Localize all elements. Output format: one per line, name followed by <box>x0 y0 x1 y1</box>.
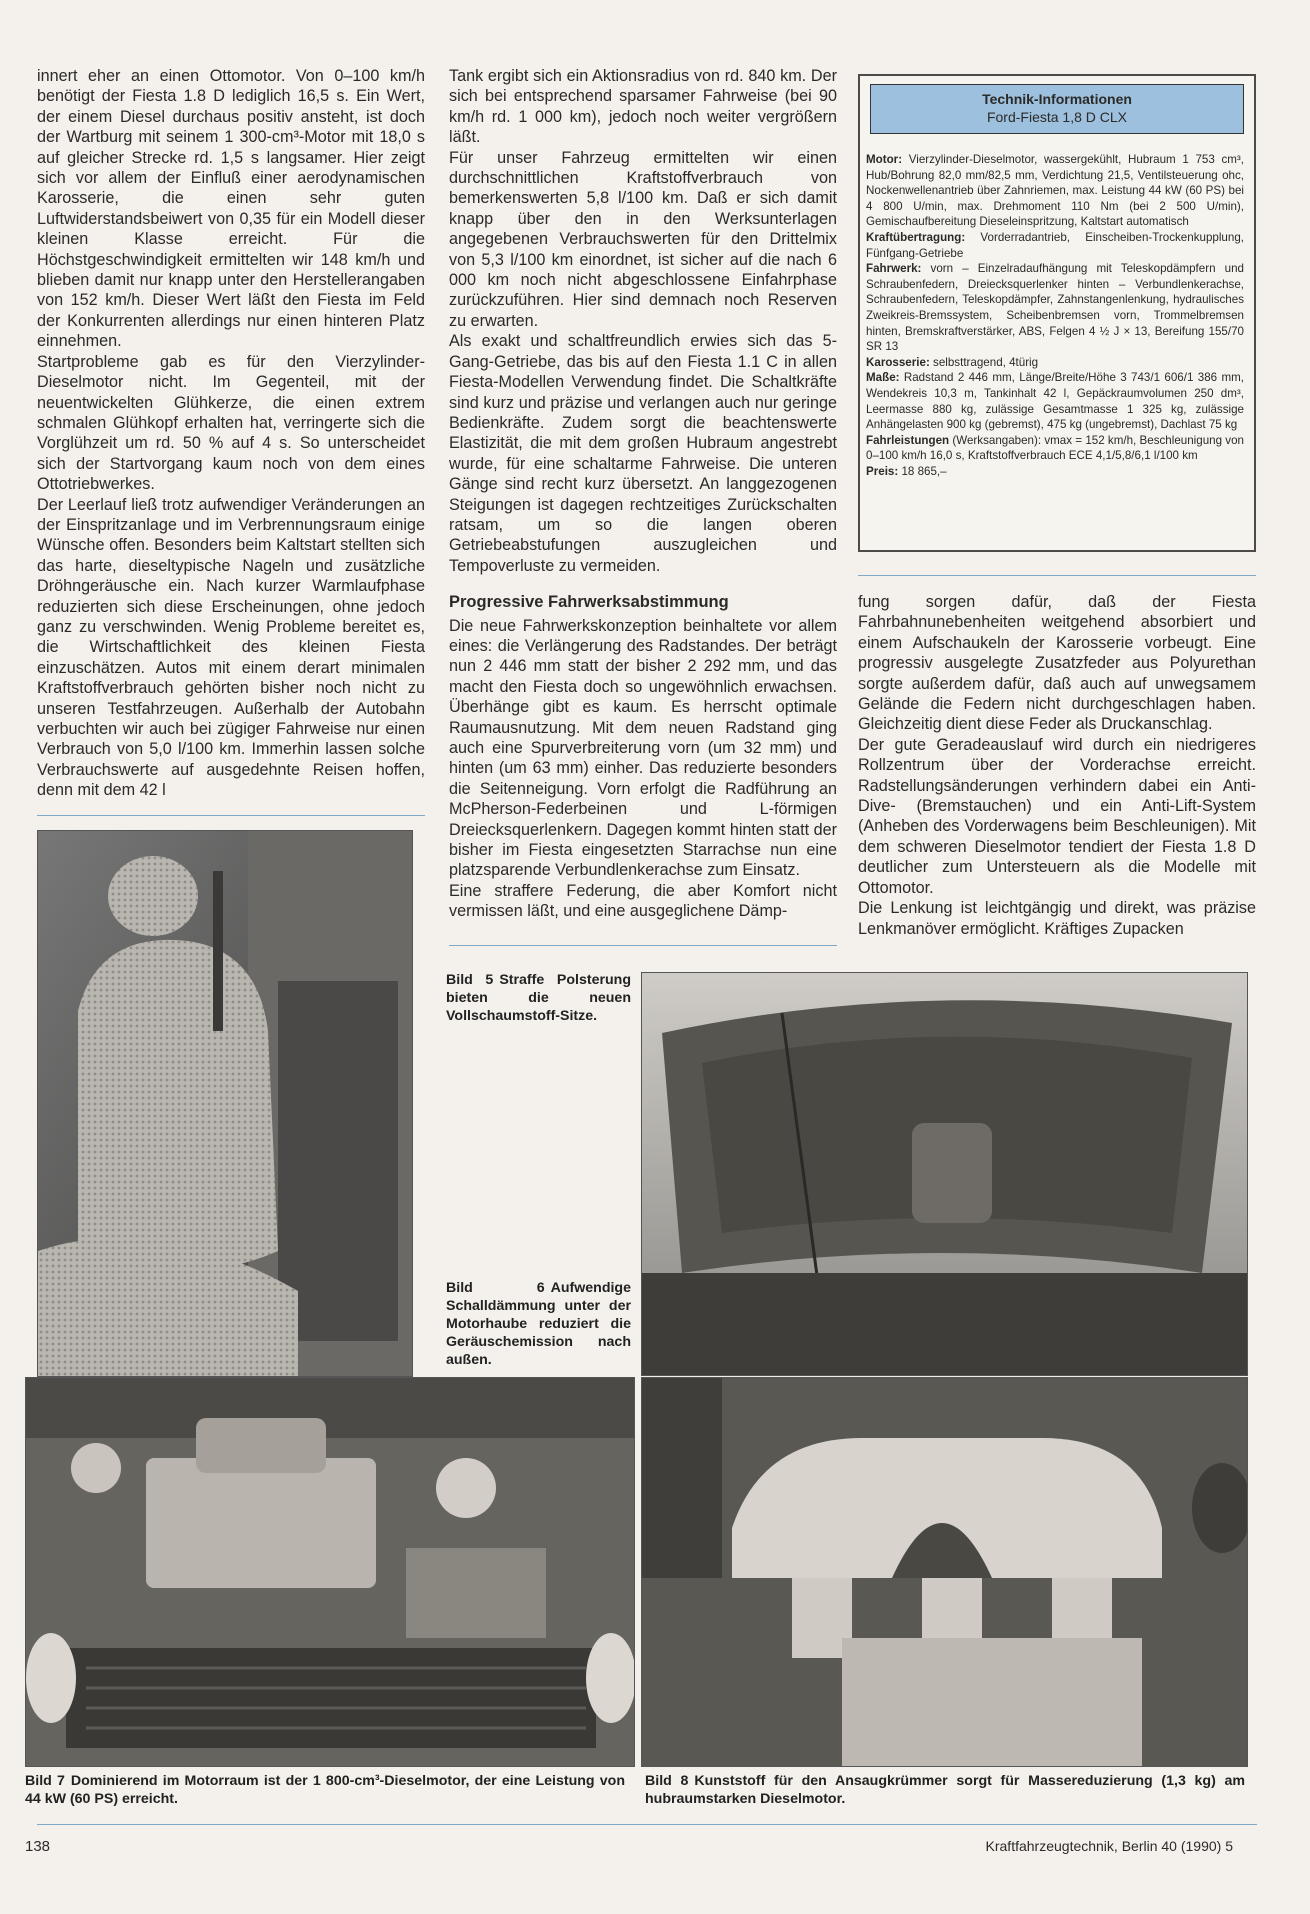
caption-label: Bild 8 <box>645 1773 689 1789</box>
paragraph: Für unser Fahrzeug ermittelten wir einen durchschnittlichen Kraftstoffverbrauch von bemerkenswerten 5,8 l/100 km. Daß er sich damit knapp über den in den Werksunterlagen angegebenen Verbrauchswerten für den Drittelmix von 5,3 l/100 km einordnet, ist sicher auf die nach 6 000 km noch nicht abgeschlossene Einfahrphase zurückzuführen. Hier sind demnach noch Reserven zu erwarten. <box>449 148 837 330</box>
tech-info-title: Technik-Informationen <box>982 91 1132 107</box>
divider <box>37 1824 1257 1825</box>
caption-text: Kunststoff für den Ansaugkrümmer sorgt für Massereduzierung (1,3 kg) am hubraumstarken Dieselmotor. <box>645 1773 1245 1807</box>
photo-intake-manifold <box>641 1377 1248 1767</box>
paragraph: Tank ergibt sich ein Aktionsradius von rd. 840 km. Der sich bei entsprechend sparsamer Fahrweise (bei 90 km/h rd. 1 000 km), jedoch noch weiter vergrößern läßt. <box>449 67 837 147</box>
photo-hood-insulation <box>641 972 1248 1376</box>
text-column-1 <box>37 66 425 801</box>
text-column-3 <box>858 592 1256 939</box>
paragraph: innert eher an einen Ottomotor. Von 0–100 km/h benötigt der Fiesta 1.8 D lediglich 16,5 s. Ein Wert, der einem Diesel durchaus positiv ansteht, ist doch der Wartburg mit seinem 1 300-cm³-Motor mit 18,0 s auf gleicher Strecke rd. 1,5 s langsamer. Hier zeigt sich vor allem der Einfluß einer aerodynamischen Karosserie, die einen sehr guten Luftwiderstandsbeiwert von 0,35 für ein Modell dieser kleinen Klasse erreicht. Für die Höchstgeschwindigkeit ermittelten wir 148 km/h und blieben damit nur knapp unter den Herstellerangaben von 152 km/h. Dieser Wert läßt den Fiesta im Feld der Konkurrenten allerdings nur einen hinteren Platz einnehmen. <box>37 67 425 351</box>
caption-text: Dominierend im Motorraum ist der 1 800-cm³-Dieselmotor, der eine Leistung von 44 kW (60 PS) erreicht. <box>25 1773 625 1807</box>
caption-label: Bild 6 <box>446 1280 545 1296</box>
page-number: 138 <box>25 1838 51 1855</box>
divider <box>858 575 1256 576</box>
tech-item: Maße: Radstand 2 446 mm, Länge/Breite/Höhe 3 743/1 606/1 386 mm, Wendekreis 10,3 m, Tankinhalt 42 l, Gepäckraumvolumen 250 dm³, Leermasse 880 kg, zulässige Gesamtmasse 1 325 kg, zulässige Anhängelasten 900 kg (gebremst), 475 kg (ungebremst), Dachlast 75 kg <box>866 371 1244 432</box>
tech-item: Fahrwerk: vorn – Einzelradaufhängung mit Teleskopdämpfern und Schraubenfedern, Dreiecksquerlenker hinten – Verbundlenkerachse, Schraubenfedern, Teleskopdämpfer, Zahnstangenlenkung, hydraulisches Zweikreis-Bremssystem, Scheibenbremsen vorn, Trommelbremsen hinten, Bremskraftverstärker, ABS, Felgen 4 ½ J × 13, Bereifung 155/70 SR 13 <box>866 262 1244 354</box>
tech-item: Fahrleistungen (Werksangaben): vmax = 152 km/h, Beschleunigung von 0–100 km/h 16,0 s, Kraftstoffverbrauch ECE 4,1/5,8/6,1 l/100 km <box>866 433 1244 463</box>
paragraph: Der Leerlauf ließ trotz aufwendiger Veränderungen an der Einspritzanlage und im Verbrennungsraum einige Wünsche offen. Besonders beim Kaltstart stellten sich das harte, dieseltypische Nageln und zusätzliche Dröhngeräusche ein. Nach kurzer Warmlaufphase reduzierten sich diese Erscheinungen, ohne jedoch ganz zu verschwinden. Wenig Probleme bereitet es, die Wirtschaftlichkeit des kleinen Fiesta einzuschätzen. Autos mit einem derart minimalen Kraftstoffverbrauch gehörten bisher noch nicht zu unseren Testfahrzeugen. Außerhalb der Autobahn verbuchten wir auch bei zügiger Fahrweise nur einen Verbrauch von 5,0 l/100 km. Immerhin lassen solche Verbrauchswerte auf ausgedehnte Reisen hoffen, denn mit dem 42 l <box>37 495 425 800</box>
caption-bild8 <box>645 1772 1245 1808</box>
caption-bild6 <box>446 1279 631 1369</box>
tech-info-body <box>866 152 1244 479</box>
paragraph: fung sorgen dafür, daß der Fiesta Fahrbahnunebenheiten weitgehend absorbiert und einem Aufschaukeln der Karosserie vorbeugt. Eine progressiv ausgelegte Zusatzfeder aus Polyurethan sorgte außerdem dafür, daß auch auf unwegsamem Gelände die Federn nicht durchgeschlagen haben. Gleichzeitig dient diese Feder als Druckanschlag. <box>858 593 1256 734</box>
paragraph: Startprobleme gab es für den Vierzylinder-Dieselmotor nicht. Im Gegenteil, mit der neuentwickelten Glühkerze, die einen extrem schmalen Glühkopf erhalten hat, verringerte sich die Vorglühzeit um rd. 50 % auf 4 s. So unterscheidet sich der Startvorgang kaum noch von dem eines Ottotriebwerkes. <box>37 352 425 494</box>
caption-label: Bild 7 <box>25 1773 65 1789</box>
caption-text: Aufwendige Schalldämmung unter der Motorhaube reduziert die Geräuschemission nach außen. <box>446 1280 631 1368</box>
tech-info-subtitle: Ford-Fiesta 1,8 D CLX <box>986 109 1128 125</box>
paragraph: Die Lenkung ist leichtgängig und direkt, was präzise Lenkmanöver ermöglicht. Kräftiges Zupacken <box>858 899 1256 938</box>
tech-item: Kraftübertragung: Vorderradantrieb, Einscheiben-Trockenkupplung, Fünfgang-Getriebe <box>866 230 1244 260</box>
text-column-2 <box>449 66 837 922</box>
caption-text: Straffe Polsterung bieten die neuen Vollschaumstoff-Sitze. <box>446 972 631 1024</box>
tech-info-box <box>858 74 1256 552</box>
divider <box>449 945 837 946</box>
tech-item: Preis: 18 865,– <box>866 464 947 478</box>
caption-label: Bild 5 <box>446 972 494 988</box>
caption-bild5 <box>446 971 631 1025</box>
tech-info-header <box>870 84 1244 134</box>
photo-engine-bay <box>25 1377 635 1767</box>
divider <box>37 815 425 816</box>
paragraph: Als exakt und schaltfreundlich erwies sich das 5-Gang-Getriebe, das bis auf den Fiesta 1.1 C in allen Fiesta-Modellen Verwendung findet. Die Schaltkräfte sind kurz und präzise und verlangen auch nur geringe Bedienkräfte. Zudem sorgt die beachtenswerte Elastizität, die mit dem großen Hubraum angestrebt wurde, für eine schaltarme Fahrweise. Die unteren Gänge sind recht kurz übersetzt. An langgezogenen Steigungen ist dagegen rechtzeitiges Zurückschalten ratsam, um so die langen oberen Getriebeabstufungen auszugleichen und Tempoverluste zu vermeiden. <box>449 332 837 575</box>
paragraph: Der gute Geradeauslauf wird durch ein niedrigeres Rollzentrum über der Vorderachse erreicht. Radstellungsänderungen verhindern dabei ein Anti-Dive- (Bremstauchen) und ein Anti-Lift-System (Anheben des Vorderwagens beim Beschleunigen). Mit dem schweren Dieselmotor tendiert der Fiesta 1.8 D deutlicher zum Untersteuern als die Modelle mit Ottomotor. <box>858 735 1256 897</box>
caption-bild7 <box>25 1772 625 1808</box>
section-heading: Progressive Fahrwerksabstimmung <box>449 593 729 612</box>
tech-item: Karosserie: selbsttragend, 4türig <box>866 355 1039 369</box>
journal-reference: Kraftfahrzeugtechnik, Berlin 40 (1990) 5 <box>985 1838 1233 1854</box>
paragraph: Die neue Fahrwerkskonzeption beinhaltete vor allem eines: die Verlängerung des Radstandes. Der beträgt nun 2 446 mm statt der bisher 2 292 mm, und das macht den Fiesta doch so ungewöhnlich erwachsen. Überhänge gibt es kaum. Es herrscht optimale Raumausnutzung. Mit dem neuen Radstand ging auch eine Spurverbreiterung vorn (um 32 mm) und hinten (um 63 mm) einher. Das reduzierte besonders die Seitenneigung. Vorn erfolgt die Radführung an McPherson-Federbeinen und L-förmigen Dreiecksquerlenkern. Dagegen kommt hinten statt der bisher im Fiesta eingesetzten Starrachse nun eine platzsparende Verbundlenkerachse zum Einsatz. <box>449 616 837 880</box>
paragraph: Eine straffere Federung, die aber Komfort nicht vermissen läßt, und eine ausgeglichene Dämp- <box>449 881 837 921</box>
tech-item: Motor: Vierzylinder-Dieselmotor, wassergekühlt, Hubraum 1 753 cm³, Hub/Bohrung 82,0 mm/82,5 mm, Verdichtung 21,5, Ventilsteuerung ohc, Nockenwellenantrieb über Zahnriemen, max. Leistung 44 kW (60 PS) bei 4 800 U/min, max. Drehmoment 110 Nm (bei 2 500 U/min), Gemischaufbereitung Dieseleinspritzung, Kaltstart automatisch <box>866 153 1244 229</box>
photo-seats <box>37 830 413 1377</box>
